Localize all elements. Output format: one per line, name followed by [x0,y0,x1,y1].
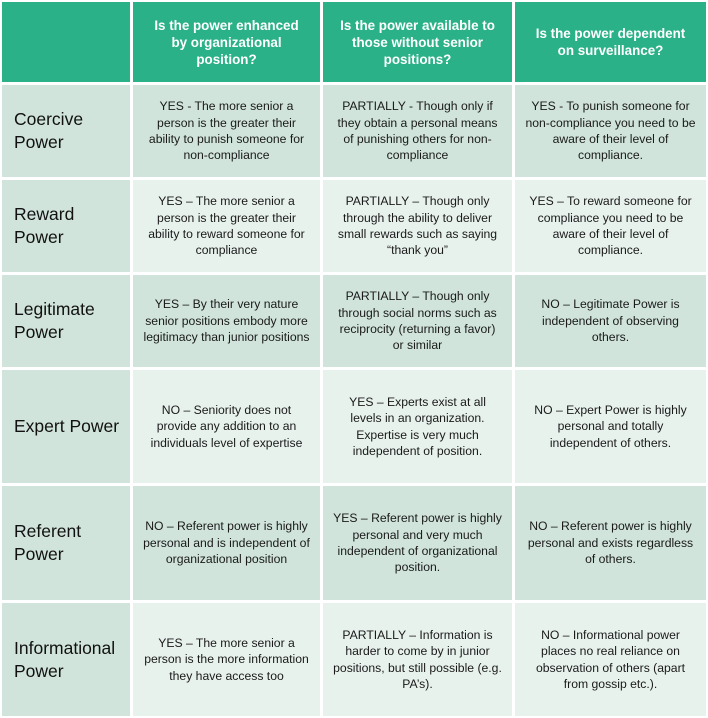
header-enhanced-by-position: Is the power enhanced by organizational position? [133,2,320,82]
table-cell: YES – The more senior a person is the more information they have access too [133,603,320,716]
row-label-expert: Expert Power [2,370,130,483]
table-cell: PARTIALLY – Information is harder to come by in junior positions, but still possible (e.g. PA’s). [323,603,512,716]
table-cell: YES - The more senior a person is the greater their ability to punish someone for non-compliance [133,85,320,177]
table-cell: PARTIALLY – Though only through social norms such as reciprocity (returning a favor) or similar [323,275,512,367]
table-cell: NO – Referent power is highly personal and exists regardless of others. [515,486,706,600]
header-dependent-on-surveillance: Is the power dependent on surveillance? [515,2,706,82]
header-available-without-seniority: Is the power available to those without senior positions? [323,2,512,82]
table-cell: NO – Informational power places no real reliance on observation of others (apart from gossip etc.). [515,603,706,716]
table-cell: PARTIALLY - Though only if they obtain a personal means of punishing others for non-compliance [323,85,512,177]
row-label-referent: Referent Power [2,486,130,600]
row-label-informational: Informational Power [2,603,130,716]
table-cell: NO – Legitimate Power is independent of observing others. [515,275,706,367]
table-cell: PARTIALLY – Though only through the ability to deliver small rewards such as saying “thank you” [323,180,512,272]
header-corner [2,2,130,82]
table-cell: YES – By their very nature senior positions embody more legitimacy than junior positions [133,275,320,367]
row-label-reward: Reward Power [2,180,130,272]
power-comparison-table [2,2,706,716]
table-cell: NO – Seniority does not provide any addition to an individuals level of expertise [133,370,320,483]
row-label-legitimate: Legitimate Power [2,275,130,367]
table-cell: YES – To reward someone for compliance you need to be aware of their level of compliance. [515,180,706,272]
table-cell: NO – Expert Power is highly personal and totally independent of others. [515,370,706,483]
table-cell: YES – Experts exist at all levels in an organization. Expertise is very much independent of position. [323,370,512,483]
table-cell: YES – Referent power is highly personal and very much independent of organizational position. [323,486,512,600]
table-cell: YES - To punish someone for non-compliance you need to be aware of their level of compliance. [515,85,706,177]
table-cell: YES – The more senior a person is the greater their ability to reward someone for compliance [133,180,320,272]
row-label-coercive: Coercive Power [2,85,130,177]
table-cell: NO – Referent power is highly personal and is independent of organizational position [133,486,320,600]
